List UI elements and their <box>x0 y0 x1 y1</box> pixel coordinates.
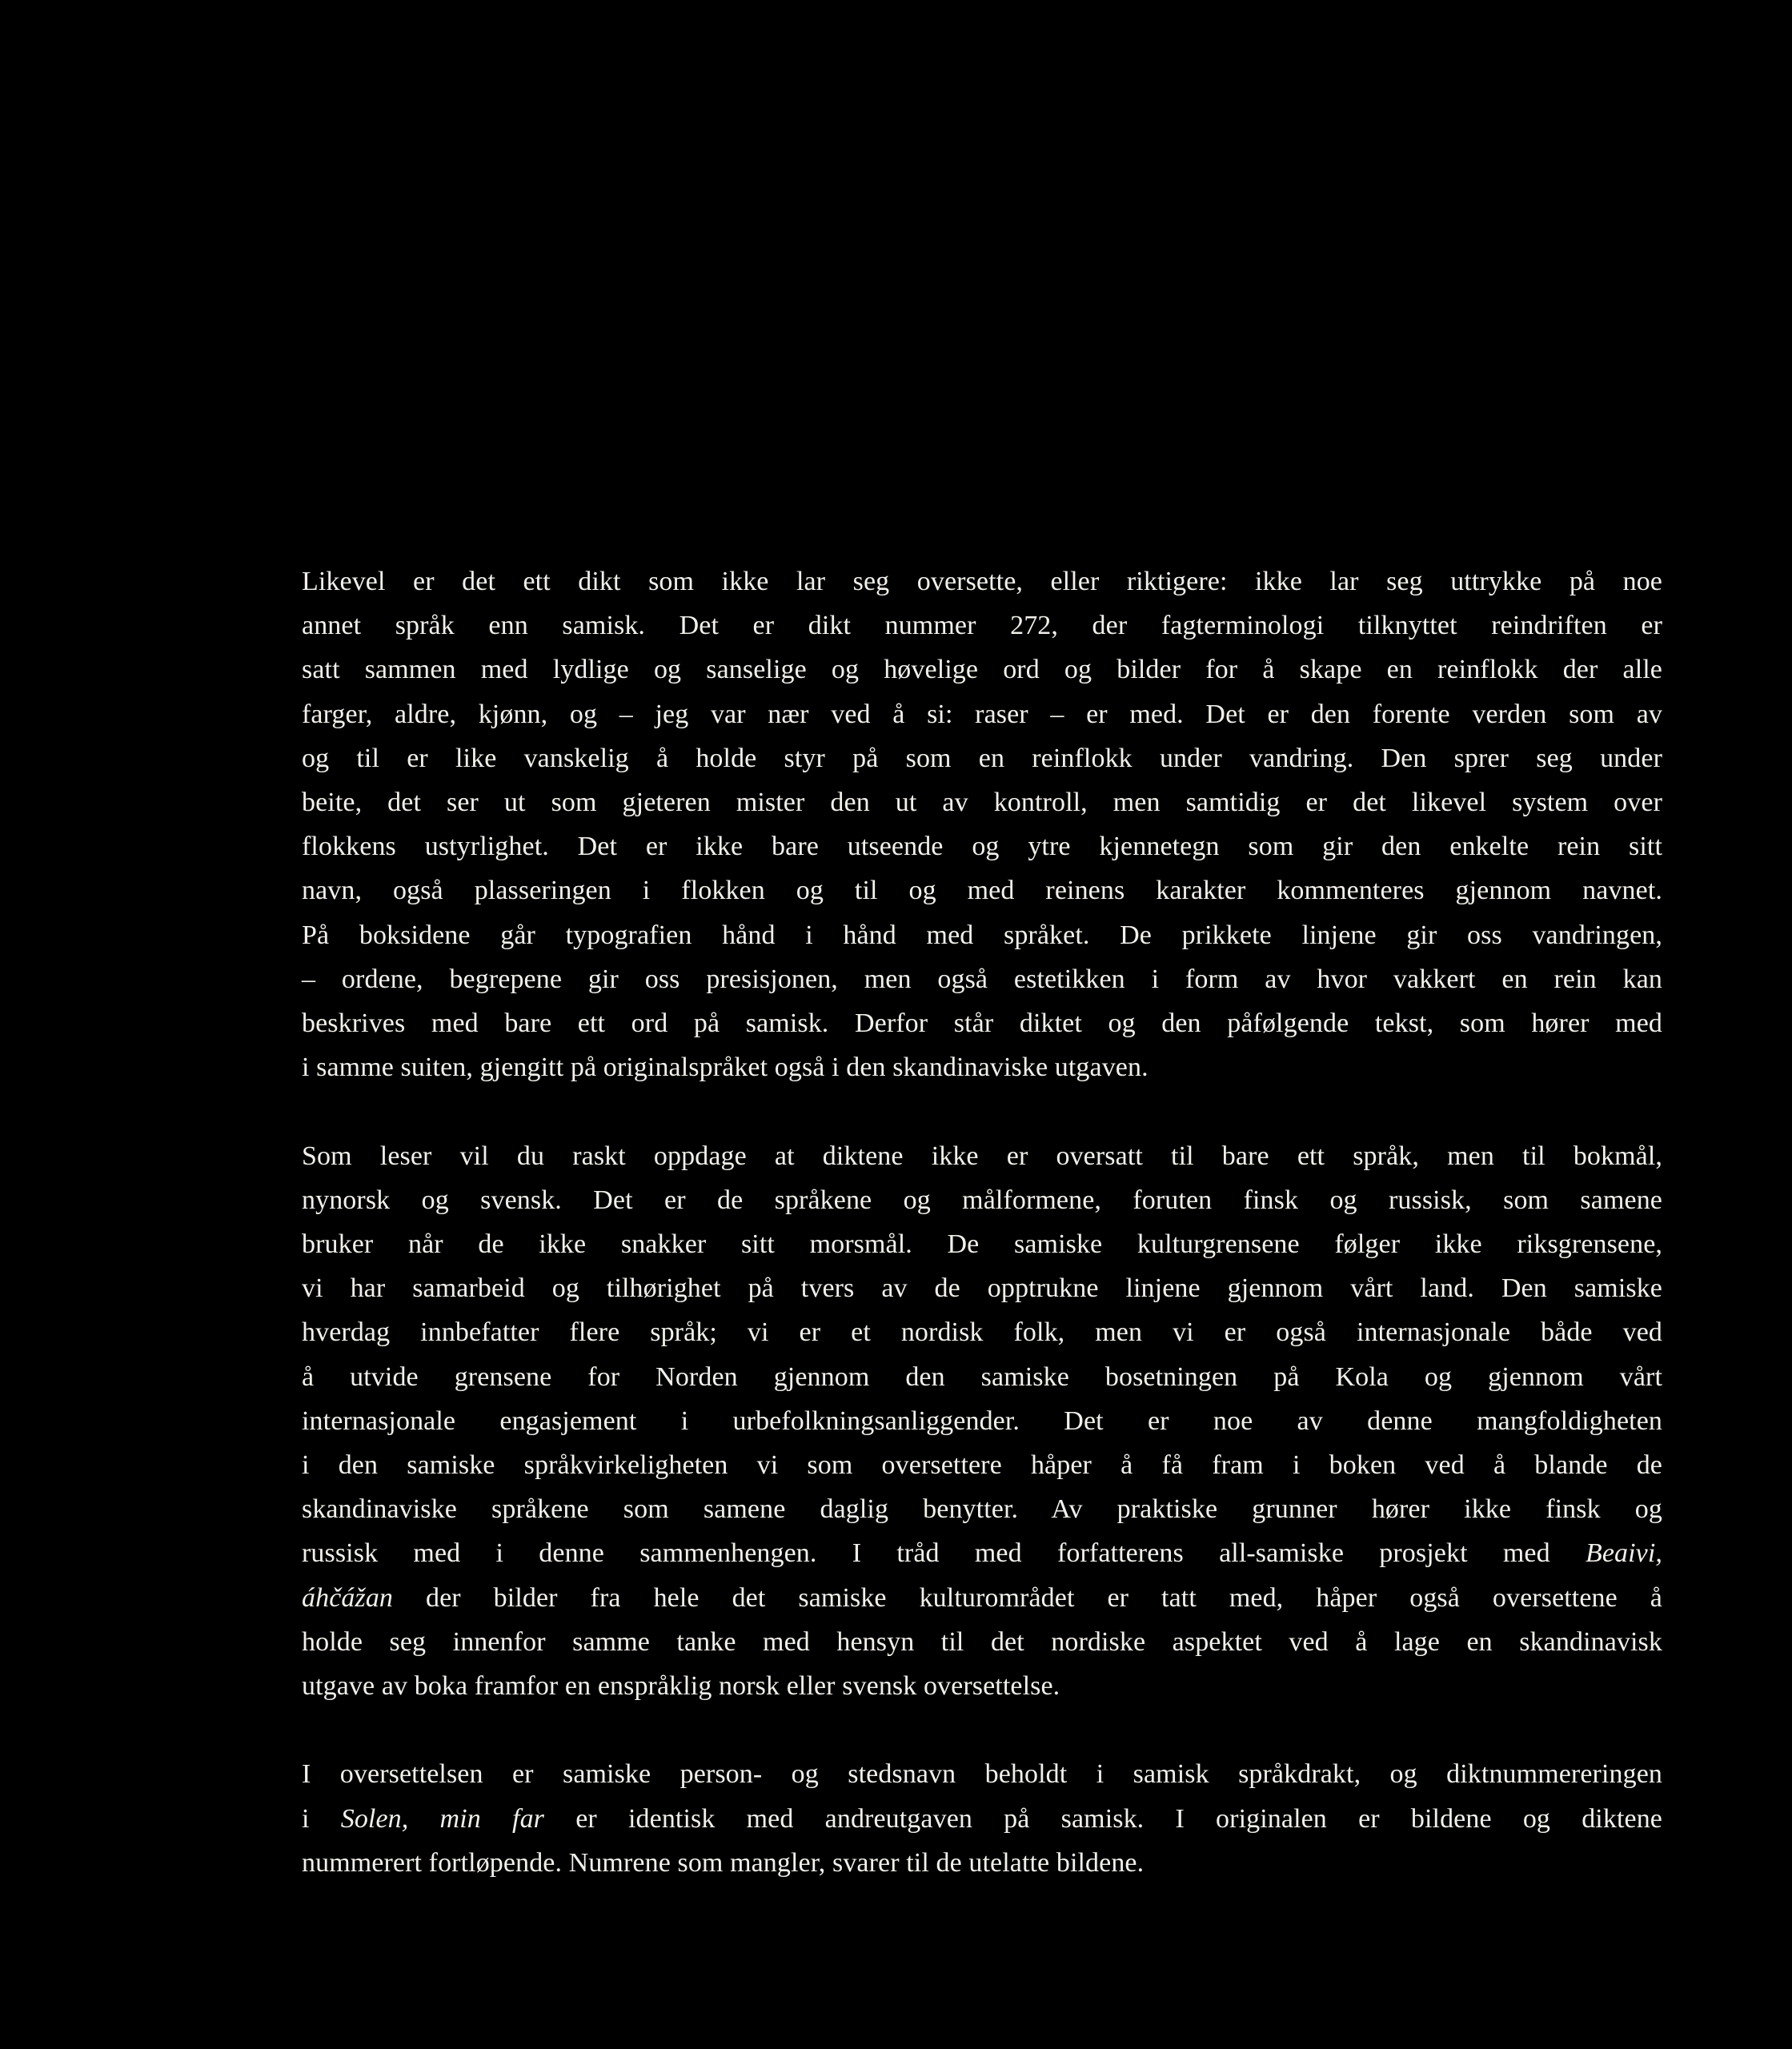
text-segment: i <box>302 1803 341 1834</box>
text-line <box>302 1576 1662 1620</box>
text-line <box>302 1797 1662 1841</box>
text-segment: Likevel er det ett dikt som ikke lar seg oversette, eller riktigere: ikke lar seg uttrykke på noe <box>302 567 1662 596</box>
text-segment: I oversettelsen er samiske person- og stedsnavn beholdt i samisk språkdrakt, og diktnummereringen <box>302 1759 1662 1790</box>
text-line <box>302 780 1662 824</box>
italic-text-segment: Solen, min far <box>340 1803 545 1834</box>
text-line <box>302 1443 1662 1487</box>
text-line <box>302 1531 1662 1575</box>
body-text <box>302 559 1662 1929</box>
text-line <box>302 1664 1662 1708</box>
text-line <box>302 648 1662 692</box>
text-segment: flokkens ustyrlighet. Det er ikke bare utseende og ytre kjennetegn som gir den enkelte rein sitt <box>302 832 1662 862</box>
text-line <box>302 824 1662 868</box>
text-segment: navn, også plasseringen i flokken og til og med reinens karakter kommenteres gjennom navnet. <box>302 876 1662 906</box>
text-segment: der bilder fra hele det samiske kulturområdet er tatt med, håper også oversettene å <box>393 1582 1662 1613</box>
text-segment: nummerert fortløpende. Numrene som mangler, svarer til de utelatte bildene. <box>302 1847 1145 1878</box>
text-segment: Som leser vil du raskt oppdage at diktene ikke er oversatt til bare ett språk, men til bokmål, <box>302 1141 1662 1171</box>
text-segment: farger, aldre, kjønn, og – jeg var nær ved å si: raser – er med. Det er den forente verden som av <box>302 699 1662 729</box>
text-segment: beite, det ser ut som gjeteren mister den ut av kontroll, men samtidig er det likevel system over <box>302 788 1662 818</box>
text-line <box>302 1841 1662 1885</box>
text-line <box>302 692 1662 736</box>
text-segment: holde seg innenfor samme tanke med hensyn til det nordiske aspektet ved å lage en skandinavisk <box>302 1626 1662 1657</box>
paragraph <box>302 559 1662 1089</box>
text-segment: er identisk med andreutgaven på samisk. I originalen er bildene og diktene <box>544 1803 1662 1834</box>
text-segment: skandinaviske språkene som samene daglig benytter. Av praktiske grunner hører ikke finsk og <box>302 1494 1662 1525</box>
text-line <box>302 1752 1662 1796</box>
text-line <box>302 1134 1662 1178</box>
text-line <box>302 559 1662 603</box>
text-line <box>302 1001 1662 1045</box>
text-line <box>302 1045 1662 1089</box>
paragraph <box>302 1134 1662 1709</box>
text-segment: – ordene, begrepene gir oss presisjonen, men også estetikken i form av hvor vakkert en rein kan <box>302 964 1662 994</box>
text-segment: i den samiske språkvirkeligheten vi som oversettere håper å få fram i boken ved å blande de <box>302 1450 1662 1481</box>
text-line <box>302 1222 1662 1266</box>
text-segment: vi har samarbeid og tilhørighet på tvers av de opptrukne linjene gjennom vårt land. Den samiske <box>302 1273 1662 1304</box>
text-segment: i samme suiten, gjengitt på originalspråket også i den skandinaviske utgaven. <box>302 1053 1149 1083</box>
text-segment: nynorsk og svensk. Det er de språkene og målformene, foruten finsk og russisk, som samene <box>302 1185 1662 1215</box>
text-line <box>302 957 1662 1001</box>
text-line <box>302 1178 1662 1222</box>
text-line <box>302 1355 1662 1399</box>
text-line <box>302 868 1662 912</box>
text-line <box>302 1620 1662 1664</box>
text-segment: satt sammen med lydlige og sanselige og høvelige ord og bilder for å skape en reinflokk der alle <box>302 655 1662 685</box>
text-segment: På boksidene går typografien hånd i hånd med språket. De prikkete linjene gir oss vandringen, <box>302 920 1662 950</box>
text-segment: russisk med i denne sammenhengen. I tråd med forfatterens all-samiske prosjekt med <box>302 1538 1586 1569</box>
text-segment: utgave av boka framfor en enspråklig norsk eller svensk oversettelse. <box>302 1671 1060 1702</box>
text-line <box>302 1266 1662 1310</box>
text-line <box>302 1399 1662 1443</box>
text-line <box>302 1310 1662 1354</box>
text-segment: internasjonale engasjement i urbefolkningsanliggender. Det er noe av denne mangfoldigheten <box>302 1405 1662 1436</box>
italic-text-segment: áhčážan <box>302 1582 394 1613</box>
text-segment: og til er like vanskelig å holde styr på som en reinflokk under vandring. Den sprer seg under <box>302 743 1662 773</box>
italic-text-segment: Beaivi, <box>1585 1538 1662 1569</box>
text-line <box>302 1487 1662 1531</box>
text-line <box>302 736 1662 780</box>
paragraph <box>302 1752 1662 1885</box>
text-line <box>302 913 1662 957</box>
text-segment: å utvide grensene for Norden gjennom den samiske bosetningen på Kola og gjennom vårt <box>302 1361 1662 1392</box>
text-line <box>302 603 1662 648</box>
text-segment: annet språk enn samisk. Det er dikt nummer 272, der fagterminologi tilknyttet reindriften er <box>302 611 1662 641</box>
text-segment: beskrives med bare ett ord på samisk. Derfor står diktet og den påfølgende tekst, som hører med <box>302 1008 1662 1039</box>
text-segment: hverdag innbefatter flere språk; vi er et nordisk folk, men vi er også internasjonale både ved <box>302 1317 1662 1348</box>
text-segment: bruker når de ikke snakker sitt morsmål. De samiske kulturgrensene følger ikke riksgrensene, <box>302 1229 1662 1260</box>
